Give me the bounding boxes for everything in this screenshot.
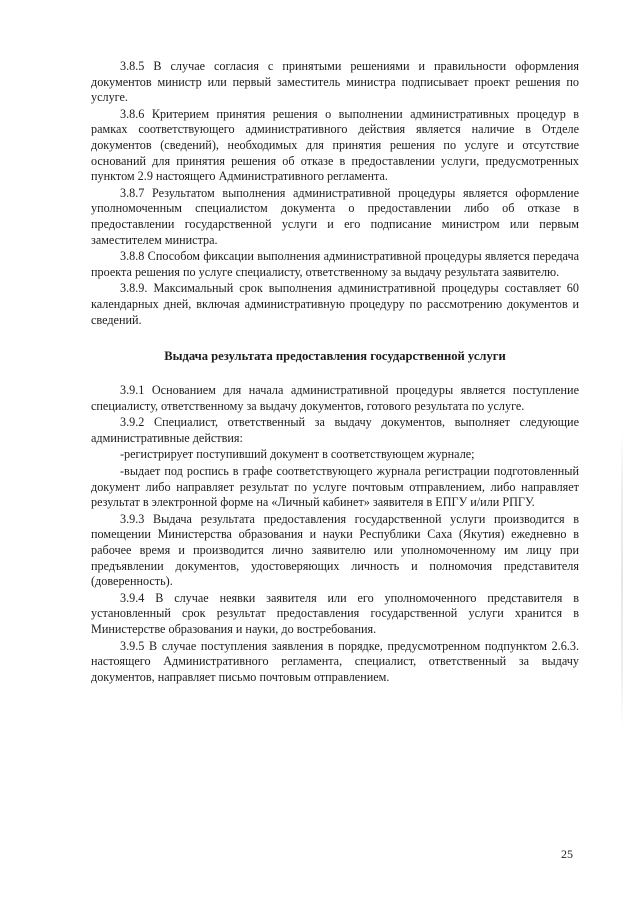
paragraph-3-9-5: 3.9.5 В случае поступления заявления в порядке, предусмотренном подпунктом 2.6.3. настоящего Административного регламента, специалист, ответственный за выдачу документов, направляет письмо почтовым отправлением. — [91, 638, 579, 684]
paragraph-3-8-6: 3.8.6 Критерием принятия решения о выполнении административных процедур в рамках соответствующего административного действия является наличие в Отделе документов (сведений), необходимых для принятия решения по услуге и отсутствие оснований для принятия решения об отказе в предоставлении услуги, предусмотренных пунктом 2.9 настоящего Административного регламента. — [91, 106, 579, 184]
section-title: Выдача результата предоставления государственной услуги — [164, 349, 506, 364]
paragraph-3-8-9: 3.8.9. Максимальный срок выполнения административной процедуры составляет 60 календарных дней, включая административную процедуру по рассмотрению документов и сведений. — [91, 281, 579, 327]
list-item-issue: -выдает под роспись в графе соответствующего журнала регистрации подготовленный документ либо направляет результат по услуге почтовым отправлением, либо направляет результат в электронной форме на «Личный кабинет» заявителя в ЕПГУ и/или РПГУ. — [91, 464, 579, 510]
paragraph-3-8-5: 3.8.5 В случае согласия с принятыми решениями и правильности оформления документов министр или первый заместитель министра подписывает проект решения по услуге. — [91, 59, 579, 105]
list-item-register: -регистрирует поступивший документ в соответствующем журнале; — [120, 447, 475, 462]
scan-edge-artifact — [621, 430, 623, 730]
paragraph-3-9-3: 3.9.3 Выдача результата предоставления государственной услуги производится в помещении Министерства образования и науки Республики Саха (Якутия) ежедневно в рабочее время и производится лично заявителю или уполномоченному им лицу при предъявлении документов, удостоверяющих личность и полномочия представителя (доверенность). — [91, 511, 579, 589]
page-number: 25 — [561, 847, 573, 861]
document-body — [91, 59, 579, 686]
paragraph-3-9-1: 3.9.1 Основанием для начала административной процедуры является поступление специалисту, ответственному за выдачу документов, готового результата по услуге. — [91, 383, 579, 413]
paragraph-3-9-2: 3.9.2 Специалист, ответственный за выдачу документов, выполняет следующие административные действия: — [91, 415, 579, 445]
paragraph-3-8-8: 3.8.8 Способом фиксации выполнения административной процедуры является передача проекта решения по услуге специалисту, ответственному за выдачу результата заявителю. — [91, 249, 579, 279]
paragraph-3-8-7: 3.8.7 Результатом выполнения административной процедуры является оформление уполномоченным специалистом документа о предоставлении либо об отказе в предоставлении государственной услуги и его подписание министром или первым заместителем министра. — [91, 185, 579, 247]
paragraph-3-9-4: 3.9.4 В случае неявки заявителя или его уполномоченного представителя в установленный срок результат предоставления государственной услуги хранится в Министерстве образования и науки, до востребования. — [91, 590, 579, 636]
